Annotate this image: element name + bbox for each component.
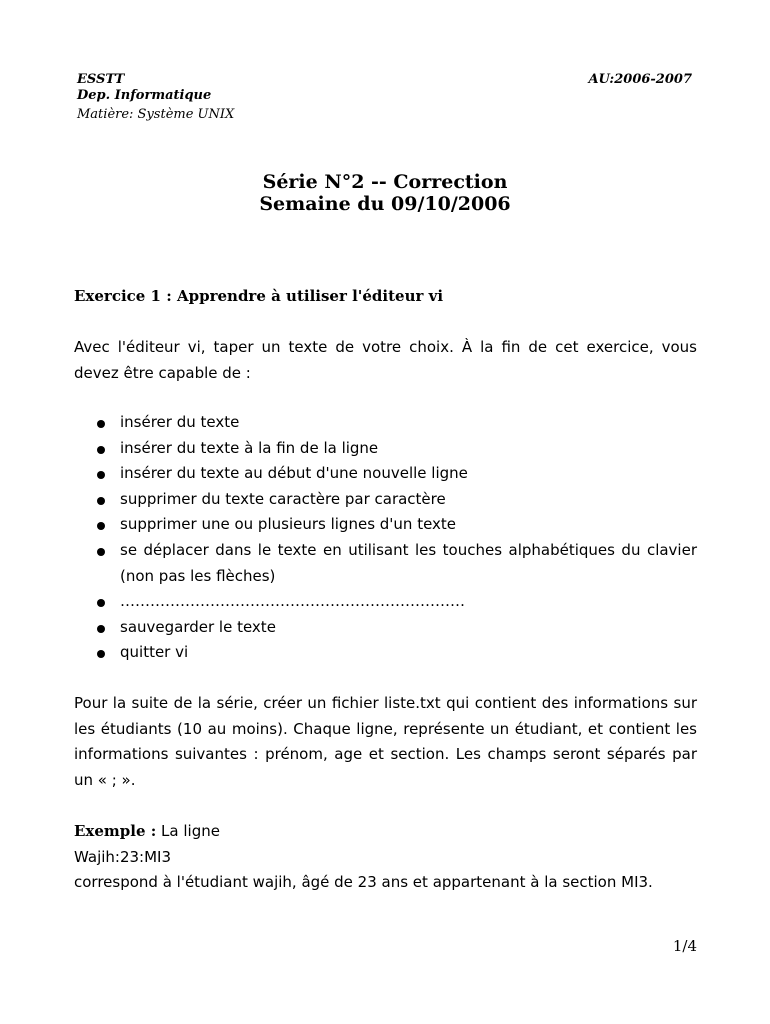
list-item xyxy=(74,512,697,538)
bullet-icon xyxy=(97,471,105,479)
list-item-text: …………………………………………………………… xyxy=(120,592,465,611)
list-item-text: insérer du texte xyxy=(120,413,240,431)
document-subtitle: Semaine du 09/10/2006 xyxy=(259,193,511,215)
academic-year: AU:2006-2007 xyxy=(588,72,692,87)
document-title: Série N°2 -- Correction xyxy=(262,171,508,193)
list-item-text: supprimer du texte caractère par caractère xyxy=(120,489,446,508)
list-item xyxy=(74,410,697,436)
list-item xyxy=(74,461,697,487)
series-instructions: Pour la suite de la série, créer un fichier liste.txt qui contient des informations sur les étudiants (10 au moins). Chaque ligne, représente un étudiant, et contient les informations suivantes : prénom, age et section. Les champs seront séparés par un « ; ». xyxy=(74,694,697,789)
department-name: Dep. Informatique xyxy=(77,88,212,103)
bullet-icon xyxy=(97,625,105,633)
example-heading xyxy=(74,819,697,845)
list-item xyxy=(74,589,697,615)
list-item xyxy=(74,538,697,589)
bullet-icon xyxy=(97,420,105,428)
bullet-icon xyxy=(97,599,105,607)
example-explanation: correspond à l'étudiant wajih, âgé de 23 ans et appartenant à la section MI3. xyxy=(74,873,653,891)
bullet-icon xyxy=(97,446,105,454)
exercise-heading: Exercice 1 : Apprendre à utiliser l'éditeur vi xyxy=(74,287,444,305)
bullet-icon xyxy=(97,497,105,505)
page-number: 1/4 xyxy=(672,937,697,955)
bullet-icon xyxy=(97,650,105,658)
list-item xyxy=(74,436,697,462)
example-label: Exemple : xyxy=(74,822,157,840)
subject-label: Matière: Système UNIX xyxy=(77,107,235,122)
list-item xyxy=(74,615,697,641)
skills-list xyxy=(74,410,697,666)
list-item-text: insérer du texte à la fin de la ligne xyxy=(120,438,379,457)
bullet-icon xyxy=(97,522,105,530)
exercise-intro: Avec l'éditeur vi, taper un texte de votre choix. À la fin de cet exercice, vous devez être capable de : xyxy=(74,338,697,382)
list-item-text: se déplacer dans le texte en utilisant les touches alphabétiques du clavier (non pas les flèches) xyxy=(120,540,697,585)
list-item-text: insérer du texte au début d'une nouvelle ligne xyxy=(120,464,468,483)
example-block xyxy=(74,819,697,896)
list-item-text: quitter vi xyxy=(120,643,189,662)
list-item-text: supprimer une ou plusieurs lignes d'un texte xyxy=(120,515,457,534)
list-item-text: sauvegarder le texte xyxy=(120,617,276,636)
example-line: Wajih:23:MI3 xyxy=(74,847,172,866)
header-left xyxy=(77,72,211,104)
school-name: ESSTT xyxy=(77,72,125,87)
bullet-icon xyxy=(97,548,105,556)
list-item xyxy=(74,640,697,666)
example-intro: La ligne xyxy=(156,822,220,840)
list-item xyxy=(74,487,697,513)
